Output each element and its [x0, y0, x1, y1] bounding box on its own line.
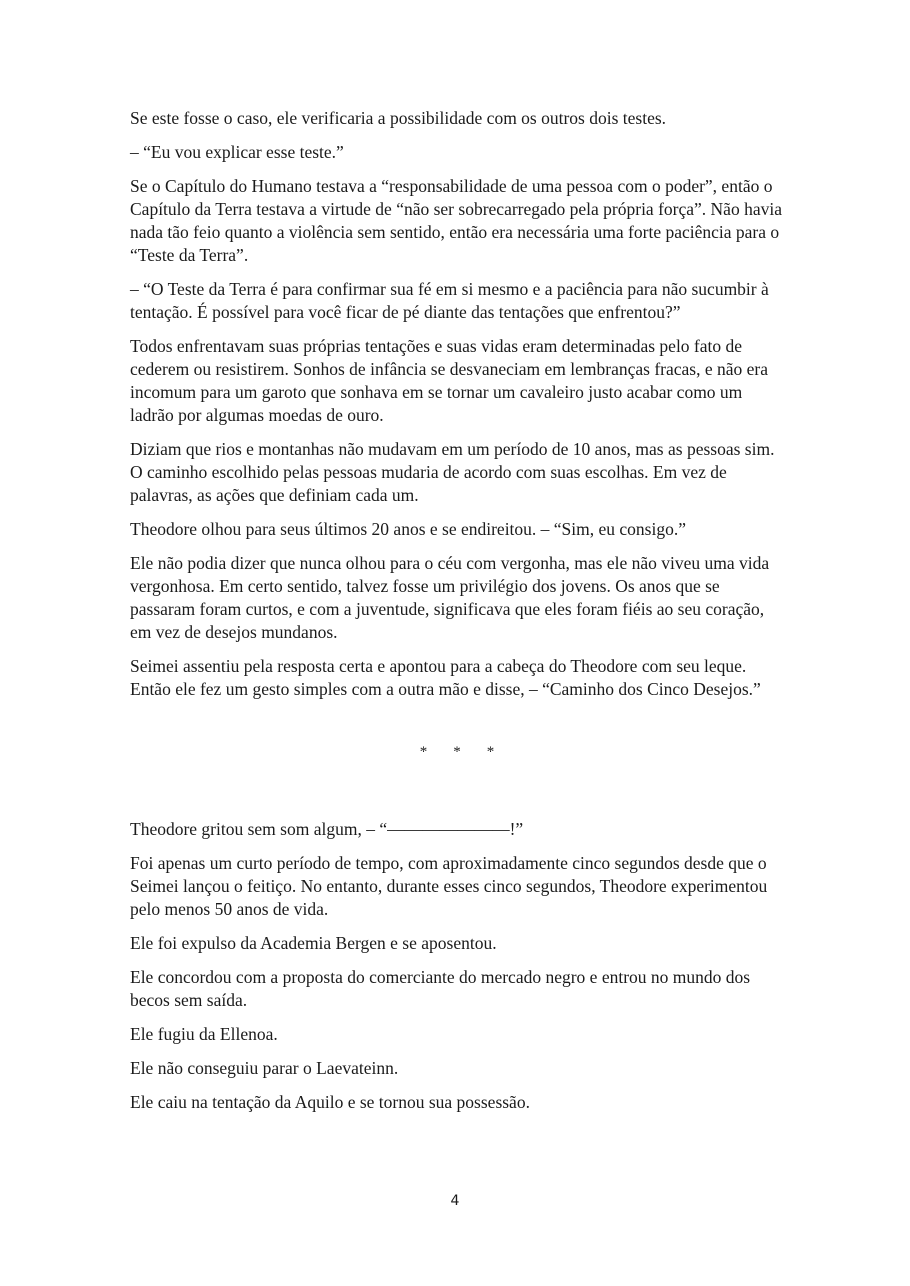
page-number: 4: [450, 1193, 460, 1209]
paragraph: Se o Capítulo do Humano testava a “responsabilidade de uma pessoa com o poder”, então o Capítulo da Terra testava a virtude de “não ser sobrecarregado pela própria força”. Não havia nada tão feio quanto a violência sem sentido, então era necessária uma forte paciência para o “Teste da Terra”.: [130, 176, 782, 265]
paragraph: Seimei assentiu pela resposta certa e apontou para a cabeça do Theodore com seu leque. Então ele fez um gesto simples com a outra mão e disse, – “Caminho dos Cinco Desejos.”: [130, 656, 761, 699]
separator-asterisk: *: [453, 744, 461, 760]
page-body: [130, 107, 784, 1125]
paragraph: Theodore gritou sem som algum, – “———————!”: [130, 819, 524, 839]
paragraph: Ele fugiu da Ellenoa.: [130, 1024, 278, 1044]
scene-separator: [130, 741, 784, 764]
paragraph: Foi apenas um curto período de tempo, com aproximadamente cinco segundos desde que o Seimei lançou o feitiço. No entanto, durante esses cinco segundos, Theodore experimentou pelo menos 50 anos de vida.: [130, 853, 768, 919]
paragraph: Ele não conseguiu parar o Laevateinn.: [130, 1058, 399, 1078]
paragraph: Ele caiu na tentação da Aquilo e se tornou sua possessão.: [130, 1092, 530, 1112]
paragraph: Diziam que rios e montanhas não mudavam em um período de 10 anos, mas as pessoas sim. O caminho escolhido pelas pessoas mudaria de acordo com suas escolhas. Em vez de palavras, as ações que definiam cada um.: [130, 439, 775, 505]
paragraph: Ele concordou com a proposta do comerciante do mercado negro e entrou no mundo dos becos sem saída.: [130, 967, 751, 1010]
separator-asterisk: *: [486, 744, 495, 760]
paragraph: Ele foi expulso da Academia Bergen e se aposentou.: [130, 933, 497, 953]
paragraph: Se este fosse o caso, ele verificaria a possibilidade com os outros dois testes.: [130, 108, 667, 128]
paragraph: Ele não podia dizer que nunca olhou para o céu com vergonha, mas ele não viveu uma vida vergonhosa. Em certo sentido, talvez fosse um privilégio dos jovens. Os anos que se passaram foram curtos, e com a juventude, significava que eles foram fiéis ao seu coração, em vez de desejos mundanos.: [130, 553, 770, 642]
paragraph: – “O Teste da Terra é para confirmar sua fé em si mesmo e a paciência para não sucumbir à tentação. É possível para você ficar de pé diante das tentações que enfrentou?”: [130, 279, 769, 322]
paragraph: Theodore olhou para seus últimos 20 anos e se endireitou. – “Sim, eu consigo.”: [130, 519, 686, 539]
paragraph: – “Eu vou explicar esse teste.”: [130, 142, 344, 162]
separator-asterisk: *: [419, 744, 428, 760]
paragraph: Todos enfrentavam suas próprias tentações e suas vidas eram determinadas pelo fato de cederem ou resistirem. Sonhos de infância se desvaneciam em lembranças fracas, e não era incomum para um garoto que sonhava em se tornar um cavaleiro justo acabar como um ladrão por algumas moedas de ouro.: [130, 336, 768, 425]
